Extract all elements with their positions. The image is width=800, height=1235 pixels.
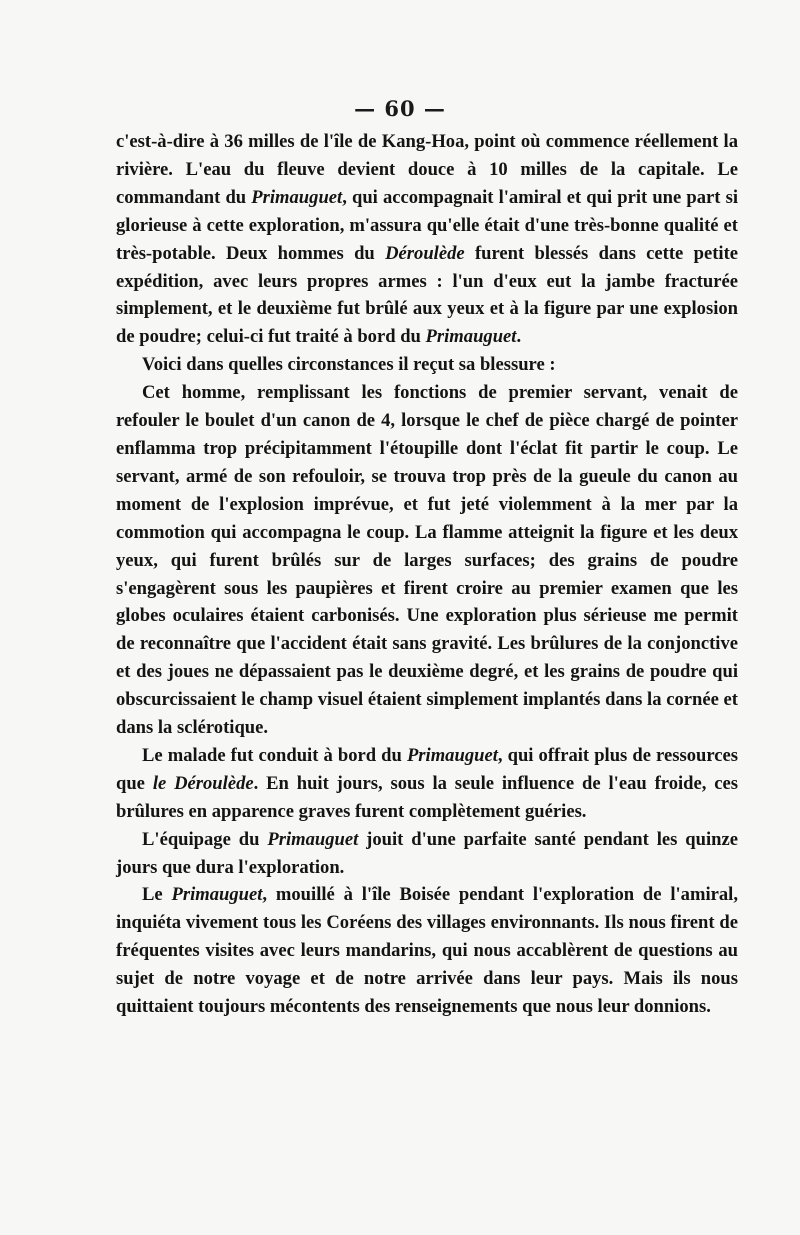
italic-text-run: Déroulède <box>385 242 465 264</box>
text-run: Le malade fut conduit à bord du <box>142 744 407 766</box>
text-run: Voici dans quelles circonstances il reçut sa blessure : <box>142 354 556 376</box>
text-run: furent blessés dans cette petite expédition, avec leurs propres armes : l'un d'eux eut la jambe fracturée simplement, et le deuxième fut brûlé aux yeux et à la figure par une explosion de poudre; celui-ci fut traité à bord du <box>116 242 739 348</box>
italic-text-run: Primauguet <box>267 828 359 850</box>
paragraph <box>116 128 738 351</box>
page-number: — 60 — <box>354 96 446 121</box>
text-run: L'équipage du <box>142 828 268 850</box>
paragraph <box>116 351 738 379</box>
paragraph <box>116 742 738 826</box>
text-run: Cet homme, remplissant les fonctions de premier servant, venait de refouler le boulet d'un canon de 4, lorsque le chef de pièce chargé de pointer enflamma trop précipitamment l'étoupille dont l'éclat fit partir le coup. Le servant, armé de son refouloir, se trouva trop près de la gueule du canon au moment de l'explosion imprévue, et fut jeté violemment à la mer par la commotion qui accompagna le coup. La flamme atteignit la figure et les deux yeux, qui furent brûlés sur de larges surfaces; des grains de poudre s'engagèrent sous les paupières et firent croire au premier examen que les globes oculaires étaient carbonisés. Une exploration plus sérieuse me permit de reconnaître que l'accident était sans gravité. Les brûlures de la conjonctive et des joues ne dépassaient pas le deuxième degré, et les grains de poudre qui obscurcissaient le champ visuel étaient simplement implantés dans la cornée et dans la sclérotique. <box>116 382 738 739</box>
text-run: . <box>516 326 522 348</box>
text-run: , qui accompagnait l'amiral et qui prit une part si glorieuse à cette exploration, m'assura qu'elle était d'une très-bonne qualité et très-potable. Deux hommes du <box>116 186 738 264</box>
text-run: , qui offrait plus de ressources que <box>116 744 738 794</box>
paragraph <box>116 826 738 882</box>
text-run: . En huit jours, sous la seule influence de l'eau froide, ces brûlures en apparence graves furent complètement guéries. <box>116 772 739 822</box>
body-text <box>116 128 738 1021</box>
text-run: , mouillé à l'île Boisée pendant l'exploration de l'amiral, inquiéta vivement tous les Coréens des villages environnants. Ils nous firent de fréquentes visites avec leurs mandarins, qui nous accablèrent de questions au sujet de notre voyage et de notre arrivée dans leur pays. Mais ils nous quittaient toujours mécontents des renseignements que nous leur donnions. <box>116 884 738 1018</box>
italic-text-run: Primauguet <box>251 186 343 208</box>
italic-text-run: le Déroulède <box>152 772 254 794</box>
text-run: jouit d'une parfaite santé pendant les quinze jours que dura l'exploration. <box>116 828 738 878</box>
italic-text-run: Primauguet <box>406 744 498 766</box>
text-run: c'est-à-dire à 36 milles de l'île de Kang-Hoa, point où commence réellement la rivière. L'eau du fleuve devient douce à 10 milles de la capitale. Le commandant du <box>116 131 738 208</box>
paragraph <box>116 881 738 1021</box>
paragraph <box>116 379 738 742</box>
italic-text-run: Primauguet <box>425 326 517 348</box>
text-run: Le <box>142 884 172 906</box>
italic-text-run: Primauguet <box>171 884 263 906</box>
